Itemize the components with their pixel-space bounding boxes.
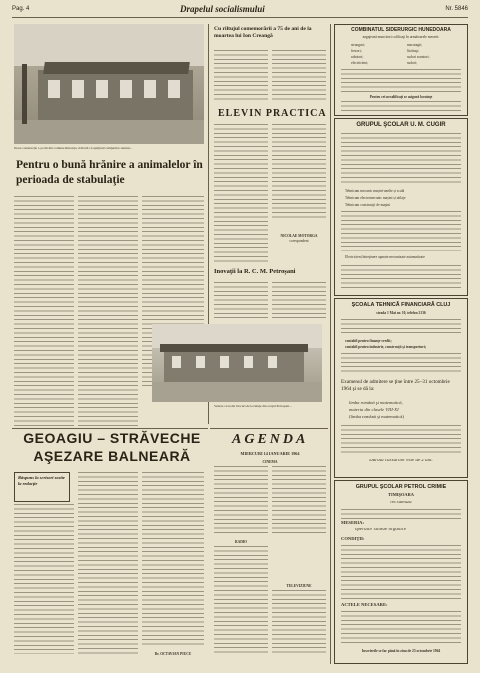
newspaper-title: Drapelul socialismului — [180, 4, 265, 14]
letters-box-title: Răspuns la scrisori sosite la redacţie — [18, 475, 65, 486]
ad1-intro: angajează muncitori calificaţi în următoarele meserii: — [362, 35, 440, 39]
page-number: Pag. 4 — [12, 6, 30, 12]
ad-timisoara — [334, 480, 468, 664]
agenda-date: MIERCURI 14 IANUARIE 1964 — [240, 452, 300, 456]
ad3-item-2: contabil pentru industrie, construcţii şi transporturi; — [345, 345, 427, 349]
ad2-item-2: Tehnicum electromecanic mașini și utilaje — [345, 196, 406, 200]
agenda-tv: TELEVIZIUNE — [286, 584, 312, 588]
ad2-item-1: Tehnicum mecanic mașini-unelte și sculă — [345, 189, 405, 193]
blocks-photo-caption: Vedere cu noile blocuri de locuinţe din oraşul Petroşani... — [214, 404, 292, 408]
photo-caption: Noua construcţie a şcolii din comuna Runcuţa, ridicată cu sprijinul cetăţenilor satului... — [14, 146, 133, 150]
ad1-trade-5: rabotori; — [351, 55, 364, 59]
ad1-footer: Pentru cei necalificaţi se asigură locuinţe — [369, 95, 433, 99]
ad4-title: GRUPUL ŞCOLAR PETROL CRIMIE — [355, 484, 447, 490]
ad3-duration: Durata cursurilor este de 2 ani. — [369, 459, 433, 463]
elevin-author-role: corespondent — [289, 239, 309, 243]
ad4-recruit: recrutează — [390, 501, 412, 505]
ad2-title: GRUPUL ŞCOLAR U. M. CUGIR — [356, 122, 446, 128]
ad1-trade-7: electricieni; — [351, 61, 368, 65]
ad4-acte-label: ACTELE NECESARE: — [341, 603, 388, 607]
agenda-title: AGENDA — [232, 432, 309, 447]
article-headline-animals: Pentru o bună hrănire a animalelor în perioada de stabulaţie — [16, 159, 203, 186]
ad1-trade-8: sudori; — [407, 61, 417, 65]
ad-cluj — [334, 298, 468, 478]
ad4-conditii-label: CONDIŢII: — [341, 537, 365, 541]
geoagiu-headline-1: GEOAGIU – STRĂVECHE — [23, 430, 201, 446]
elevin-author: NICOLAE MOTORGA — [280, 234, 318, 238]
ad4-footer: Înscrierile se fac până în ziua de 25 octombrie 1964 — [361, 649, 441, 653]
ad2-item-4: Electricieni întreţinere aparate mecanizate automatizate — [345, 255, 425, 259]
ad1-title: COMBINATUL SIDERURGIC HUNEDOARA — [351, 27, 451, 33]
blocks-photo — [152, 324, 322, 402]
creanga-headline: Cu riltujul comemorării a 75 de ani de la moartea lui Ion Creangă — [214, 26, 312, 39]
ad3-item-1: contabil pentru finanţe-credit; — [345, 339, 392, 343]
ad1-trade-4: lăcătuşi; — [407, 49, 419, 53]
ad3-exam-1: limba română şi matematică, — [349, 401, 403, 405]
geoagiu-headline-2: AŞEZARE BALNEARĂ — [33, 448, 191, 464]
ad3-exam: Examenul de admitere se ţine între 25–31 octombrie 1964 şi se dă la: — [341, 379, 450, 392]
ad3-exam-2: materia din clasele VIII-XI — [349, 408, 399, 412]
ad4-meserii-label: MESERIA: — [341, 521, 364, 525]
school-photo — [14, 24, 204, 144]
ad2-item-3: Tehnicum construcţii de maşini — [345, 203, 391, 207]
letters-box — [14, 472, 70, 502]
geoagiu-author: Dr. OCTAVIAN PIUCU — [154, 652, 192, 656]
ad4-meserie: operator sinteze organice — [355, 528, 407, 532]
ad1-trade-6: sudori sonatori; — [407, 55, 430, 59]
section-elevin-practica: ELEVIN PRACTICA — [218, 108, 327, 119]
ad1-trade-2: macaragii; — [407, 43, 423, 47]
ad1-trade-3: frezori; — [351, 49, 362, 53]
masthead — [12, 4, 468, 18]
ad-hunedoara — [334, 24, 468, 116]
agenda-radio: RADIO — [235, 540, 247, 544]
ad3-title: ŞCOALA TEHNICĂ FINANCIARĂ CLUJ — [351, 302, 451, 308]
ad3-exam-3: (limba română şi matematică) — [349, 415, 404, 419]
inovatii-headline: Inovaţii la R. C. M. Petroşani — [214, 268, 296, 275]
ad4-subtitle: TIMIŞOARA — [388, 493, 414, 497]
ad-cugir — [334, 118, 468, 296]
ad3-subtitle: strada 1 Mai nr. 10, telefon 2136 — [376, 311, 426, 315]
ad1-trade-1: strungari; — [351, 43, 365, 47]
agenda-cinema: CINEMA — [262, 460, 278, 464]
issue-number: Nr. 5846 — [445, 6, 468, 12]
